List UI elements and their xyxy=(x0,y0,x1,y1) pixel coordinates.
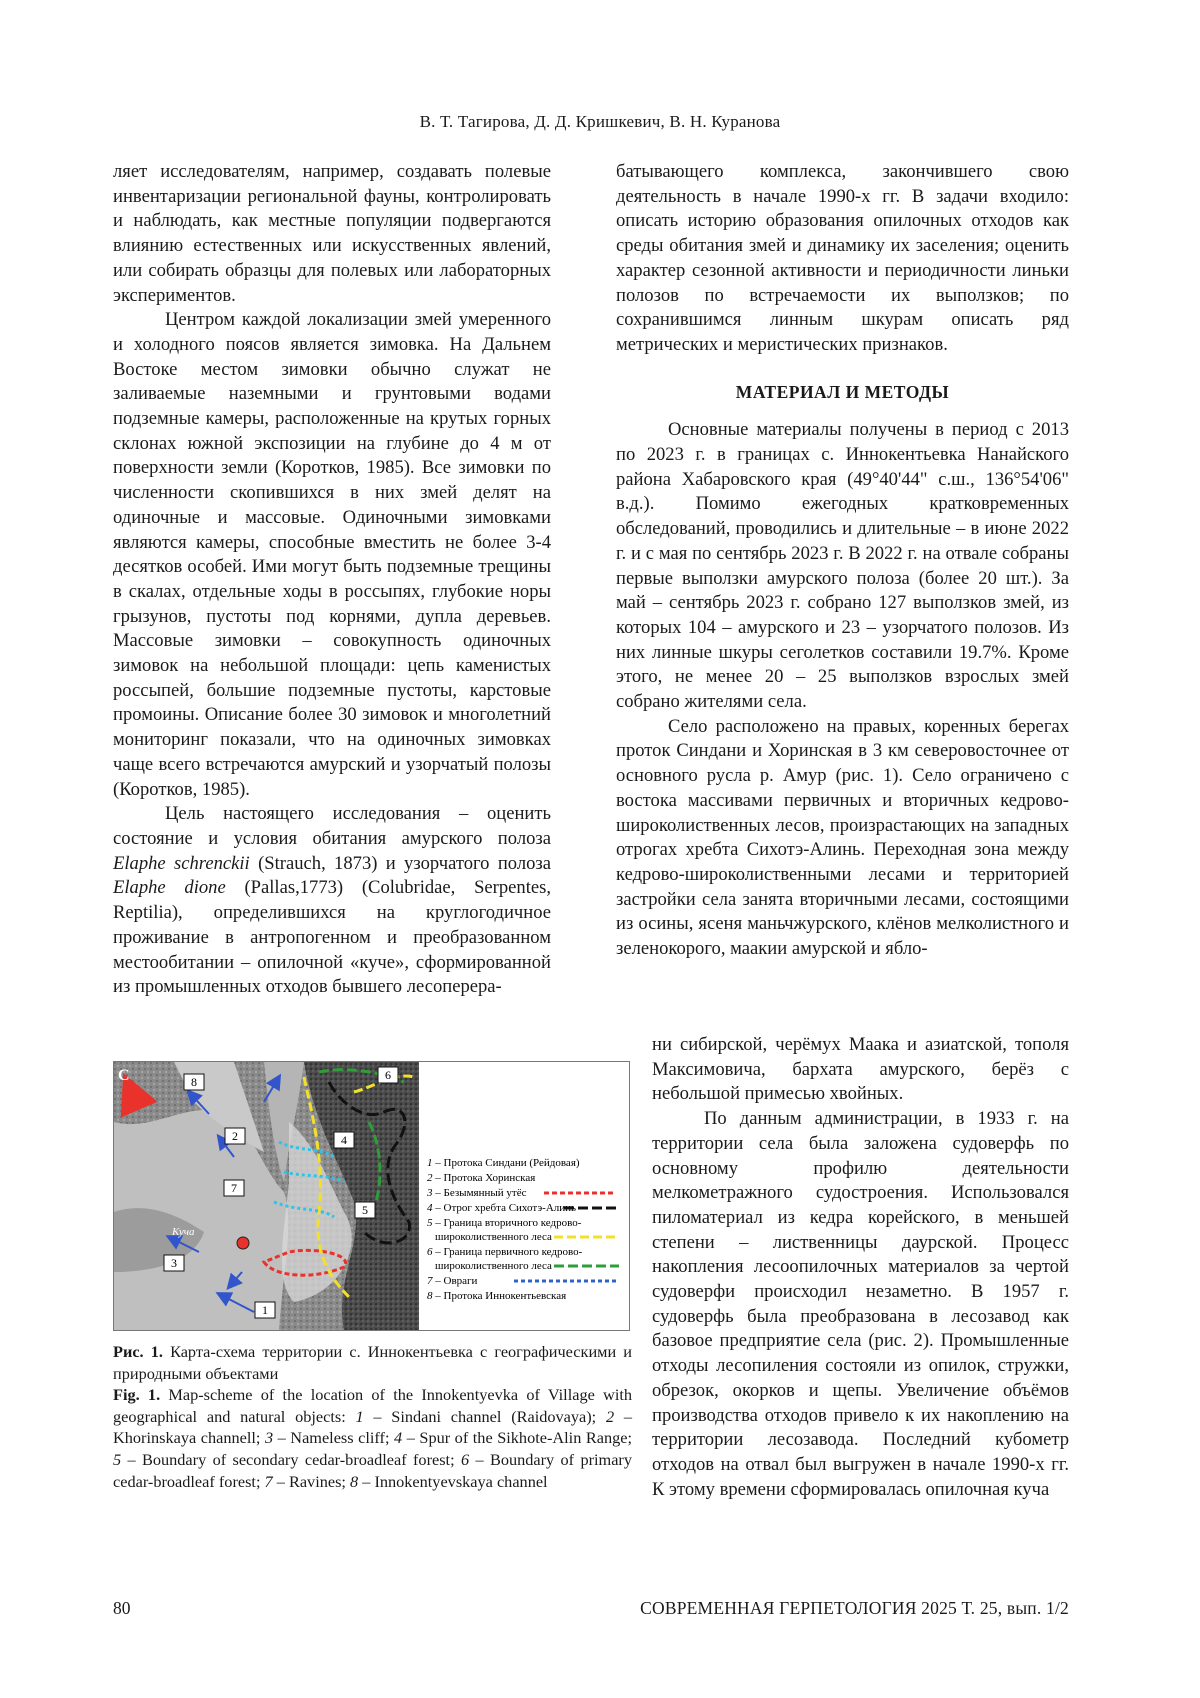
svg-text:8 – Протока Иннокентьевская: 8 – Протока Иннокентьевская xyxy=(427,1290,567,1302)
north-label: С xyxy=(118,1067,130,1084)
species-name: Elaphe dione xyxy=(113,877,226,899)
map-label-1 xyxy=(255,1302,275,1318)
kucha-label: Куча xyxy=(172,1226,195,1238)
svg-text:5: 5 xyxy=(362,1203,368,1217)
paragraph: батывающего комплекса, закончившего свою деятельность в начале 1990-х гг. В задачи входило: описать историю образования опилочных отходов как среды обитания змей и динамику их заселения; оценить характер сезонной активности и периодичности линьки полозов по встречаемости их выползков; по сохранившимся линным шкурам описать ряд метрических и меристических признаков. xyxy=(616,161,1069,355)
svg-text:5 – Граница вторичного кедрово: 5 – Граница вторичного кедрово- xyxy=(427,1217,582,1229)
column-right-continued xyxy=(652,1033,1069,1502)
map-label-8 xyxy=(184,1074,204,1090)
map-label-7 xyxy=(224,1180,244,1196)
svg-text:2: 2 xyxy=(232,1129,238,1143)
map-label-6 xyxy=(378,1067,398,1083)
map-label-3 xyxy=(164,1255,184,1271)
paragraph: ни сибирской, черёмух Маака и азиатской, тополя Максимовича, бархата амурского, берёз с небольшой примесью хвойных. xyxy=(652,1034,1069,1105)
kucha-marker-icon xyxy=(237,1237,249,1249)
section-heading: МАТЕРИАЛ И МЕТОДЫ xyxy=(735,381,950,402)
svg-text:1: 1 xyxy=(262,1303,268,1317)
paragraph-aim: Цель настоящего исследования – оценить состояние и условия обитания амурского полоза Elaphe schrenckii (Strauch, 1873) и узорчатого полоза Elaphe dione (Pallas,1773) (Colubridae, Serpentes, Reptilia), определившихся на круглогодичное проживание в антропогенном и преобразованном местообитании – опилочной «куче», сформированной из промышленных отходов бывшего лесоперера- xyxy=(113,803,552,998)
map-label-2 xyxy=(225,1128,245,1144)
svg-text:широколиственного леса: широколиственного леса xyxy=(435,1231,552,1243)
column-right xyxy=(616,160,1069,962)
species-name: Elaphe schrenckii xyxy=(113,852,250,874)
svg-text:6 – Граница первичного кедрово: 6 – Граница первичного кедрово- xyxy=(427,1246,583,1258)
map-legend xyxy=(426,1157,619,1302)
page-number: 80 xyxy=(113,1598,131,1618)
svg-text:3 – Безымянный утёс: 3 – Безымянный утёс xyxy=(427,1187,527,1199)
figure-map xyxy=(113,1061,630,1331)
svg-text:4: 4 xyxy=(341,1133,347,1147)
paragraph: Основные материалы получены в период с 2013 по 2023 г. в границах с. Иннокентьевка Нанайского района Хабаровского края (49°40'44" с.ш., 136°54'06" в.д.). Помимо ежегодных кратковременных обследований, проводились и длительные – в июне 2022 г. и с мая по сентябрь 2023 г. В 2022 г. на отвале собраны первые выползки амурского полоза (более 20 шт.). За май – сентябрь 2023 г. собрано 127 выползков змей, из которых 104 – амурского и 23 – узорчатого полозов. Из них линные шкуры сеголетков составили 19.7%. Кроме этого, не менее 20 – 25 выползков взрослых змей собрано жителями села. xyxy=(616,419,1069,713)
map-label-5 xyxy=(355,1202,375,1218)
paragraph: ляет исследователям, например, создавать полевые инвентаризации региональной фауны, контролировать и наблюдать, как местные популяции подвергаются влиянию естественных или искусственных явлений, или собирать образцы для полевых или лабораторных экспериментов. xyxy=(113,161,551,306)
map-scheme xyxy=(114,1062,629,1330)
map-label-4 xyxy=(334,1132,354,1148)
svg-text:6: 6 xyxy=(385,1068,391,1082)
svg-text:широколиственного леса: широколиственного леса xyxy=(435,1260,552,1272)
caption-en: Fig. 1. Map-scheme of the location of the Innokentyevka of Village with geographical and natural objects: 1 – Sindani channel (Raidovaya); 2 – Khorinskaya channell; 3 – Nameless cliff; 4 – Spur of the Sikhote-Alin Range; 5 – Boundary of secondary cedar-broadleaf forest; 6 – Boundary of primary cedar-broadleaf forest; 7 – Ravines; 8 – Innokentyevskaya channel xyxy=(113,1385,633,1491)
svg-text:8: 8 xyxy=(191,1075,197,1089)
paragraph: Село расположено на правых, коренных берегах проток Синдани и Хоринская в 3 км северовосточнее от основного русла р. Амур (рис. 1). Село ограничено с востока массивами первичных и вторичных кедрово-широколиственных лесов, произрастающих на западных отрогах хребта Сихотэ-Алинь. Переходная зона между кедрово-широколиственными лесами и территорией застройки села занята вторичными лесами, состоящими из осины, ясеня маньчжурского, клёнов мелколистного и зеленокорого, маакии амурской и ябло- xyxy=(616,715,1069,960)
svg-text:3: 3 xyxy=(171,1256,177,1270)
figure-caption xyxy=(113,1341,632,1492)
journal-footer: СОВРЕМЕННАЯ ГЕРПЕТОЛОГИЯ 2025 Т. 25, вып. 1/2 xyxy=(640,1598,1069,1618)
svg-text:7 – Овраги: 7 – Овраги xyxy=(427,1275,478,1287)
svg-text:2 – Протока Хоринская: 2 – Протока Хоринская xyxy=(427,1172,536,1184)
column-left xyxy=(113,160,551,1000)
svg-text:4 – Отрог хребта Сихотэ-Алинь: 4 – Отрог хребта Сихотэ-Алинь xyxy=(427,1202,577,1214)
svg-text:7: 7 xyxy=(231,1181,237,1195)
caption-ru: Рис. 1. Карта-схема территории с. Иннокентьевка с географическими и природными объектами xyxy=(113,1342,632,1383)
svg-text:1 – Протока Синдани (Рейдовая): 1 – Протока Синдани (Рейдовая) xyxy=(427,1157,580,1169)
running-header: В. Т. Тагирова, Д. Д. Кришкевич, В. Н. Куранова xyxy=(419,112,781,131)
paragraph: По данным администрации, в 1933 г. на территории села была заложена судоверфь по основному профилю деятельности мелкометражного судостроения. Использовался пиломатериал из кедра корейского, в меньшей степени – лиственницы даурской. Процесс накопления лесоопилочных материалов за чертой судоверфи происходил незаметно. В 1957 г. судоверфь была преобразована в лесозавод как базовое предприятие села (рис. 2). Промышленные отходы лесопиления состояли из опилок, стружки, обрезок, окорков и щепы. Увеличение объёмов производства отходов привело к их накоплению на территории лесозавода. Последний кубометр отходов на отвал был выгружен в начале 1990-х гг. К этому времени сформировалась опилочная куча xyxy=(652,1108,1069,1500)
paragraph: Центром каждой локализации змей умеренного и холодного поясов является зимовка. На Дальнем Востоке местом зимовки обычно служат не заливаемые наземными и грунтовыми водами подземные камеры, расположенные на крутых горных склонах южной экспозиции на глубине до 4 м от поверхности земли (Коротков, 1985). Все зимовки по численности скопившихся в них змей делят на одиночные и массовые. Одиночными зимовками являются камеры, способные вместить не более 3-4 десятков особей. Ими могут быть подземные трещины в скалах, отдельные ходы в россыпях, глубокие норы грызунов, пустоты под корнями, дупла деревьев. Массовые зимовки – совокупность одиночных зимовок на небольшой площади: цепь каменистых россыпей, большие подземные пустоты, карстовые промоины. Описание более 30 зимовок и многолетний мониторинг показали, что на одиночных зимовках чаще всего встречаются амурский и узорчатый полозы (Коротков, 1985). xyxy=(113,309,551,800)
